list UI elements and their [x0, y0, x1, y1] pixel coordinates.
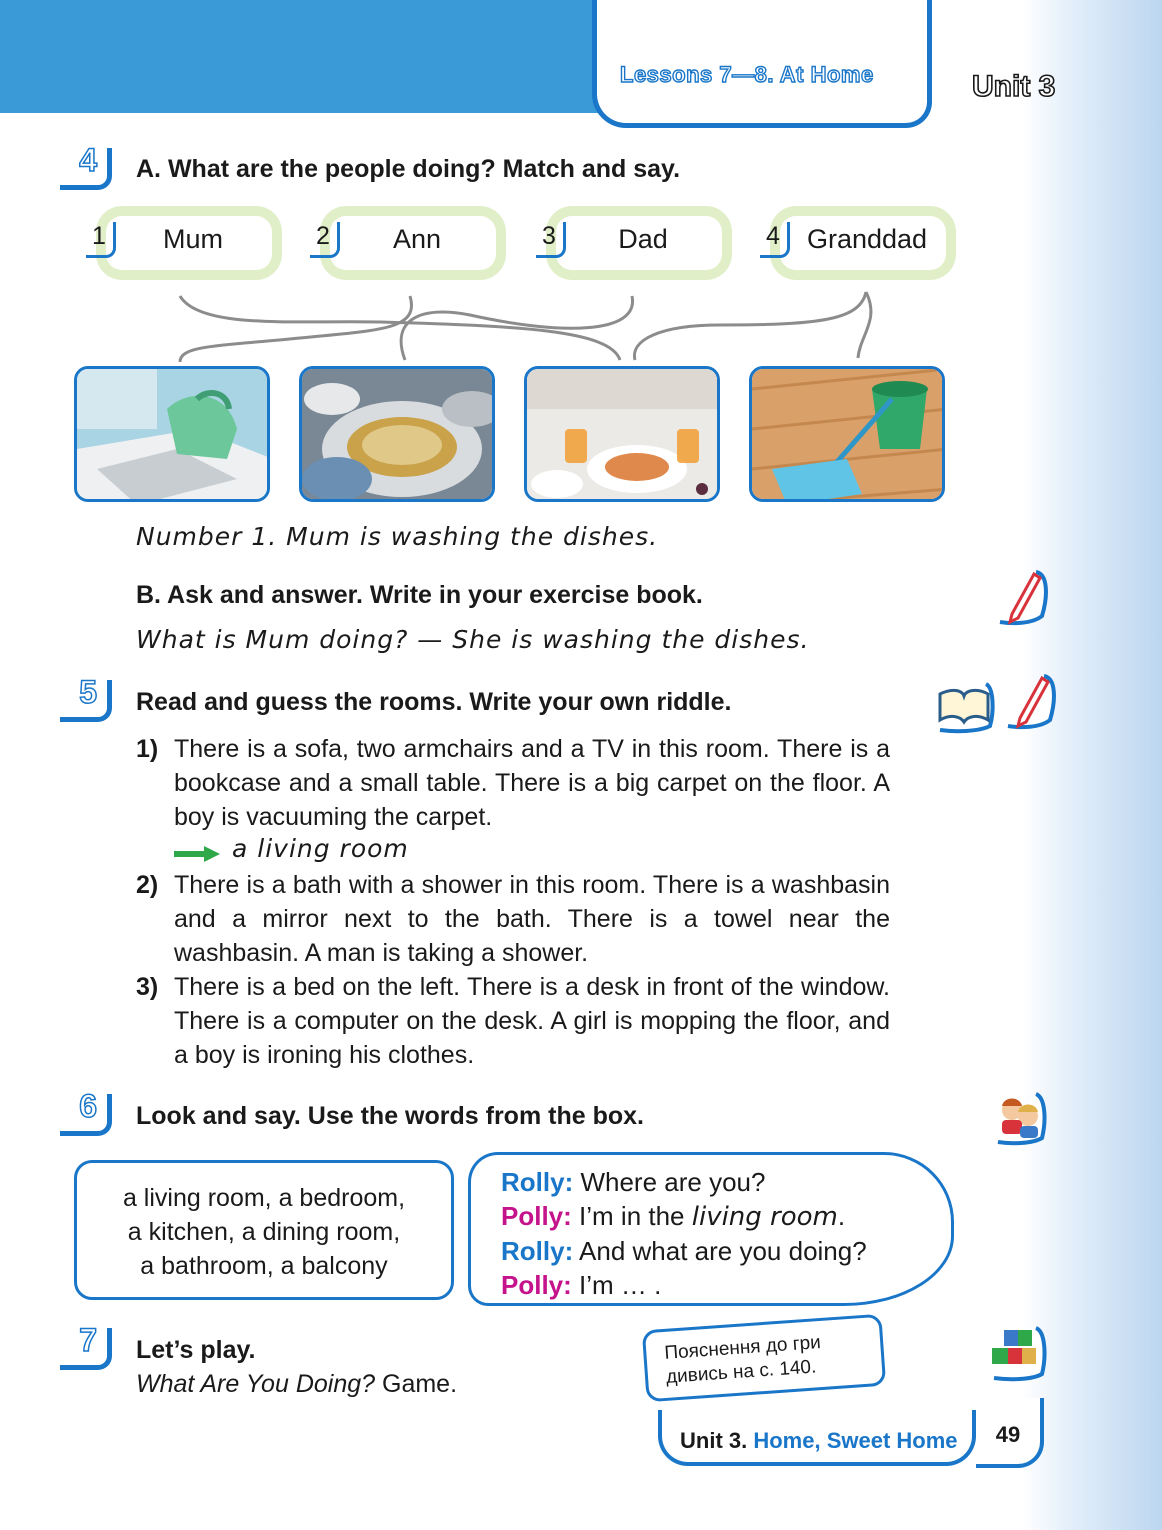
word-box-line: a bathroom, a balcony: [140, 1252, 388, 1280]
riddle-1-text: There is a sofa, two armchairs and a TV in this room. There is a bookcase and a small table. There is a big carpet on the floor. A boy is vacuuming the carpet.: [174, 735, 890, 831]
task7-heading: Let’s play.: [136, 1336, 256, 1364]
photo-breakfast-table: [524, 366, 720, 502]
speaker-polly: Polly:: [501, 1201, 572, 1231]
photo-dirty-dishes: [299, 366, 495, 502]
name-number: 2: [310, 222, 340, 258]
pencil-icon: [1000, 670, 1060, 737]
book-icon: [934, 678, 996, 739]
b-example-sentence: What is Mum doing? — She is washing the dishes.: [136, 625, 810, 654]
task-number-7: 7: [60, 1328, 112, 1370]
task-number-5: 5: [60, 680, 112, 722]
word-box-line: a kitchen, a dining room,: [127, 1218, 401, 1246]
page-number: 49: [976, 1398, 1044, 1468]
game-note: [642, 1314, 886, 1403]
unit-title: Unit 3: [972, 70, 1056, 103]
matching-lines: [0, 0, 1162, 380]
riddle-1-answer: a living room: [232, 834, 409, 863]
dialog-text: .: [837, 1201, 846, 1231]
footer-title: [680, 1428, 958, 1454]
dialog-bubble: [468, 1152, 954, 1306]
word-box-line: a living room, a bedroom,: [122, 1184, 406, 1212]
task-number-4: 4: [60, 148, 112, 190]
riddle-2-text: There is a bath with a shower in this room. There is a washbasin and a mirror next to the bath. There is a towel near the washbasin. A man is taking a shower.: [174, 871, 890, 967]
speaker-polly: Polly:: [501, 1270, 572, 1300]
dialog-line: [501, 1234, 951, 1268]
game-suffix: Game.: [375, 1370, 458, 1398]
game-line: [136, 1370, 457, 1399]
task6-heading: Look and say. Use the words from the box.: [136, 1102, 644, 1130]
example-sentence: Number 1. Mum is washing the dishes.: [136, 522, 659, 551]
name-number: 4: [760, 222, 790, 258]
speaker-rolly: Rolly:: [501, 1167, 574, 1197]
name-label: Ann: [392, 224, 442, 254]
note-line: дивись на с. 140.: [665, 1356, 817, 1388]
word-box: [74, 1160, 454, 1300]
name-number: 1: [86, 222, 116, 258]
note-line: Пояснення до гри: [663, 1332, 822, 1364]
dialog-text: I’m in the: [579, 1201, 692, 1231]
speaker-rolly: Rolly:: [501, 1236, 574, 1266]
name-label: Granddad: [806, 224, 928, 254]
riddle-number: 2): [136, 871, 159, 899]
name-label: Dad: [618, 224, 668, 254]
riddle-3-text: There is a bed on the left. There is a desk in front of the window. There is a computer on the desk. A girl is mopping the floor, and a boy is ironing his clothes.: [174, 973, 890, 1069]
dialog-text: Where are you?: [580, 1167, 766, 1197]
children-icon: [992, 1090, 1048, 1151]
dialog-line: [501, 1165, 951, 1199]
task4-heading: A. What are the people doing? Match and say.: [136, 155, 681, 183]
task5-heading: Read and guess the rooms. Write your own riddle.: [136, 688, 732, 716]
footer-unit-name: Home, Sweet Home: [753, 1428, 958, 1453]
pencil-icon: [992, 566, 1052, 633]
riddle-number: 1): [136, 735, 159, 763]
dialog-text: And what are you doing?: [579, 1236, 867, 1266]
dialog-text: I’m … .: [579, 1270, 662, 1300]
dialog-line: [501, 1268, 951, 1302]
letter-blocks-icon: [988, 1324, 1048, 1389]
game-title: What Are You Doing?: [136, 1370, 376, 1398]
dialog-line: [501, 1199, 951, 1234]
photo-mopping: [749, 366, 945, 502]
photo-ironing: [74, 366, 270, 502]
footer-unit: Unit 3.: [680, 1428, 748, 1453]
task4-b-heading: B. Ask and answer. Write in your exercise book.: [136, 581, 703, 609]
riddle-number: 3): [136, 973, 159, 1001]
green-arrow-icon: [174, 844, 224, 869]
task-number-6: 6: [60, 1094, 112, 1136]
lessons-title: Lessons 7—8. At Home: [620, 62, 874, 87]
dialog-text-italic: living room: [691, 1202, 838, 1232]
name-label: Mum: [163, 224, 223, 254]
name-number: 3: [536, 222, 566, 258]
